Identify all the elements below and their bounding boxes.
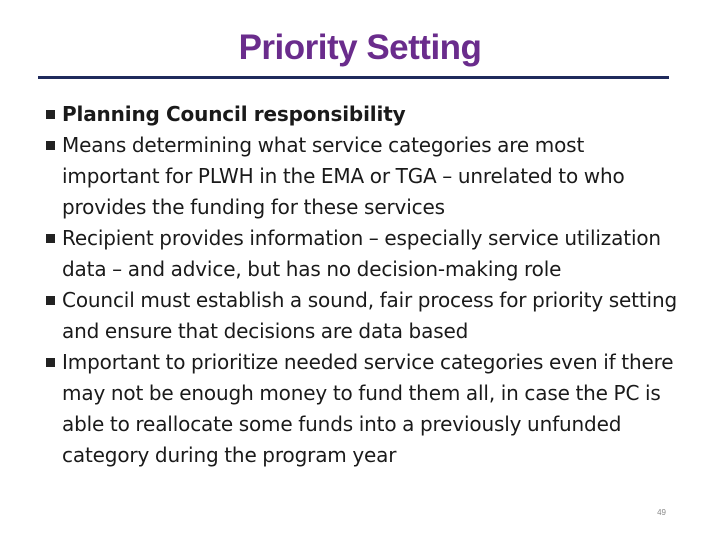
bullet-text: Recipient provides information – especially service utilization data – and advice, but has no decision-making role (62, 226, 661, 281)
square-bullet-icon (46, 234, 55, 243)
square-bullet-icon (46, 358, 55, 367)
bullet-item-council-must (45, 285, 685, 347)
bullet-item-means-determining (45, 130, 685, 223)
bullet-item-recipient-provides (45, 223, 685, 285)
square-bullet-icon (46, 296, 55, 305)
bullet-text: Council must establish a sound, fair process for priority setting and ensure that decisions are data based (62, 288, 678, 343)
bullet-item-important-to-prioritize (45, 347, 685, 471)
bullet-text: Important to prioritize needed service categories even if there may not be enough money to fund them all, in case the PC is able to reallocate some funds into a previously unfunded category during the program year (62, 350, 674, 467)
square-bullet-icon (46, 141, 55, 150)
bullet-text: Means determining what service categories are most important for PLWH in the EMA or TGA – unrelated to who provides the funding for these services (62, 133, 625, 219)
bullet-text: Planning Council responsibility (62, 102, 406, 126)
slide-title: Priority Setting (238, 28, 482, 67)
title-divider (38, 76, 669, 79)
bullet-list (45, 99, 685, 471)
bullet-item-planning-council (45, 99, 685, 130)
square-bullet-icon (46, 110, 55, 119)
page-number: 49 (657, 508, 666, 517)
